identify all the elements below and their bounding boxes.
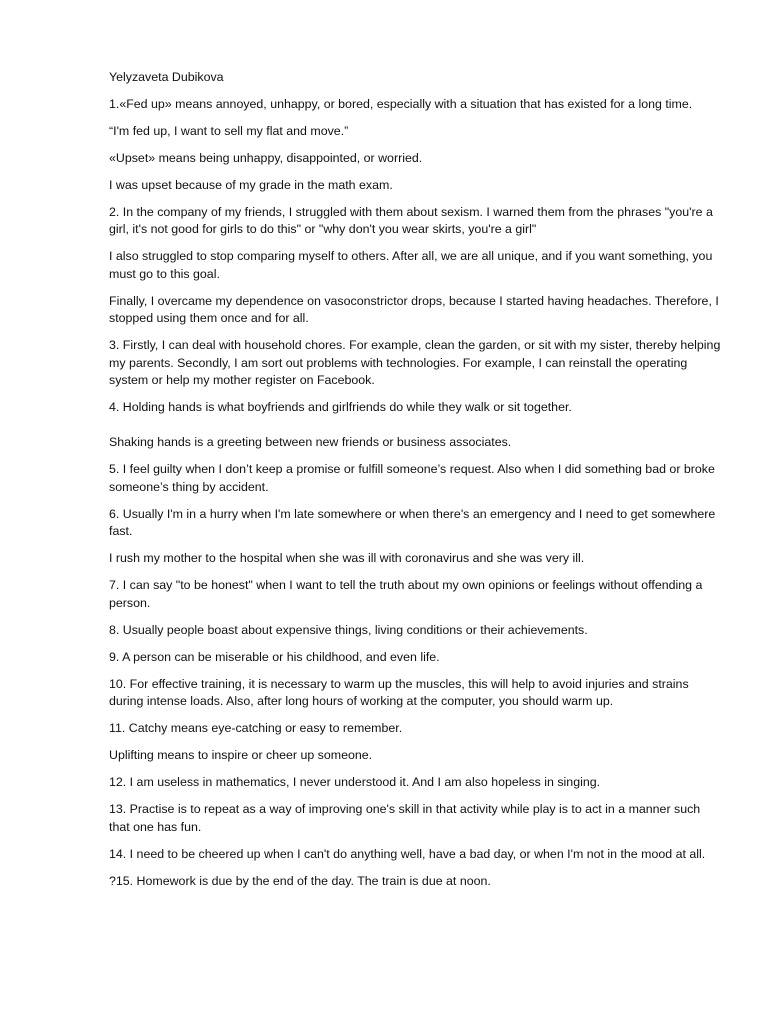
paragraph-upset-example: I was upset because of my grade in the math exam. [109, 177, 393, 192]
paragraph-comparing: I also struggled to stop comparing myself to others. After all, we are all unique, and if you want something, you must go to this goal. [109, 249, 713, 281]
paragraph-15-due: ?15. Homework is due by the end of the day. The train is due at noon. [109, 873, 491, 888]
paragraph-uplifting: Uplifting means to inspire or cheer up someone. [109, 748, 373, 763]
paragraph-4-holding-hands: 4. Holding hands is what boyfriends and girlfriends do while they walk or sit together. [109, 400, 572, 415]
paragraph-shaking-hands: Shaking hands is a greeting between new friends or business associates. [109, 435, 512, 450]
paragraph-fed-up-example: “I'm fed up, I want to sell my flat and move.” [109, 123, 349, 138]
paragraph-5-guilty: 5. I feel guilty when I don’t keep a promise or fulfill someone’s request. Also when I did something bad or broke someone’s thing by accident. [109, 462, 715, 494]
paragraph-2-sexism: 2. In the company of my friends, I struggled with them about sexism. I warned them from the phrases "you're a girl, it's not good for girls to do this" or "why don't you wear skirts, you're a girl" [109, 204, 713, 237]
paragraph-10-warm-up: 10. For effective training, it is necessary to warm up the muscles, this will help to avoid injuries and strains during intense loads. Also, after long hours of working at the computer, you should warm up. [109, 676, 689, 709]
paragraph-11-catchy: 11. Catchy means eye-catching or easy to remember. [109, 721, 403, 736]
document-body [109, 69, 721, 900]
paragraph-8-boast: 8. Usually people boast about expensive things, living conditions or their achievements. [109, 622, 588, 637]
paragraph-12-useless: 12. I am useless in mathematics, I never understood it. And I am also hopeless in singing. [109, 775, 601, 790]
paragraph-3-chores: 3. Firstly, I can deal with household chores. For example, clean the garden, or sit with my sister, thereby helping my parents. Secondly, I am sort out problems with technologies. For example, I can reinstall the operating system or help my mother register on Facebook. [109, 338, 721, 388]
paragraph-14-cheered-up: 14. I need to be cheered up when I can't do anything well, have a bad day, or when I'm not in the mood at all. [109, 846, 706, 861]
paragraph-13-practise: 13. Practise is to repeat as a way of improving one's skill in that activity while play is to act in a manner such that one has fun. [109, 802, 701, 834]
paragraph-7-honest: 7. I can say "to be honest" when I want to tell the truth about my own opinions or feelings without offending a person. [109, 578, 703, 610]
paragraph-6-hurry: 6. Usually I'm in a hurry when I'm late somewhere or when there's an emergency and I need to get somewhere fast. [109, 506, 716, 539]
paragraph-rush-mother: I rush my mother to the hospital when she was ill with coronavirus and she was very ill. [109, 551, 585, 566]
paragraph-1-fed-up: 1.«Fed up» means annoyed, unhappy, or bored, especially with a situation that has existed for a long time. [109, 96, 693, 111]
paragraph-9-miserable: 9. A person can be miserable or his childhood, and even life. [109, 649, 440, 664]
paragraph-drops: Finally, I overcame my dependence on vasoconstrictor drops, because I started having headaches. Therefore, I stopped using them once and for all. [109, 293, 719, 326]
paragraph-upset-definition: «Upset» means being unhappy, disappointed, or worried. [109, 150, 423, 165]
author-name: Yelyzaveta Dubikova [109, 70, 224, 84]
